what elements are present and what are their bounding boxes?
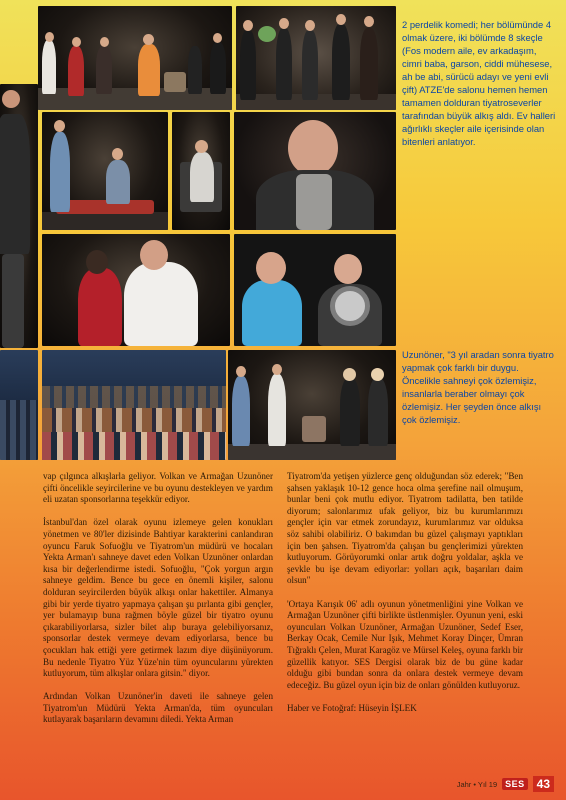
article-column-right: [287, 471, 523, 714]
photo-audience: [42, 350, 226, 460]
caption-top-text: 2 perdelik komedi; her bölümünde 4 olmak üzere, iki bölümde 8 skeçle (Fos modern aile, ev arkadaşım, cimri baba, garson, ciddi mühesese, ah be abi, sürücü adayı ve yeni evli çift) ATZE'de salonu hemen hemen tamamen dolduran tiyatroseverler tarafından büyük alkış aldı. Ev halleri ağırlıklı skeçler aile içerisinde olan bitenleri anlatıyor.: [402, 19, 556, 147]
page-footer: [457, 776, 554, 792]
article-paragraph: Ardından Volkan Uzunöner'in daveti ile sahneye gelen Tiyatrom'un Müdürü Yekta Arman'da, tüm oyuncuları kutlayarak başarıların devamını diledi. Yekta Arman: [43, 691, 273, 725]
article-paragraph: vap çılgınca alkışlarla geliyor. Volkan ve Armağan Uzunöner çifti öncelikle seyircilerine ve bu oyunu destekleyen ve yardım eli uzatan sponsorlarına teşekkür ediyor.: [43, 471, 273, 505]
photo-driving-sketch: [234, 234, 396, 346]
photo-credit: Haber ve Fotoğraf: Hüseyin İŞLEK: [287, 702, 417, 713]
article-paragraph: İstanbul'dan özel olarak oyunu izlemeye gelen konukları yönetmen ve 80'ler dizisinde Bahtiyar karakterini canlandıran oyuncu Faruk Sofuoğlu ve Tiyatrom'un müdürü ve hocaları Yekta Arman'ı sahneye davet eden Volkan Uzunöner onlardan kısa bir değerlendirme istedi. Sofuoğlu, "Çok yorgun argın sahneye geldim. Bence bu gece en önemli kişiler, salonu dolduran seyircilerden büyük alkışı onlar hakettiler. Almanya gibi bir yerde tiyatro yapmaya çalışan şu pırlanta gibi gençler, yer bulamayıp buna rağmen böyle güzel bir tiyatro oyunu çıkarabiliyorlarsa, sizler bilet alıp buraya gelebiliyorsanız, sponsorlar destek vermeye devam ediyorlarsa, bence bu çocukları hak ettiği yere getirmek lazım diye düşünüyorum. Bu nedenle Tiyatro Yüz Yüze'nin tüm oyuncularını yürekten kutluyorum, tüm alkışlar onlara gitsin." diyor.: [43, 517, 273, 679]
photo-stage-lineup: [38, 6, 232, 110]
page-number: 43: [533, 776, 554, 792]
article-paragraph: Tiyatrom'da yetişen yüzlerce genç olduğundan söz ederek; "Ben şahsen yaklaşık 10-12 gence hoca olma şerefine nail olmuşum, bunlar beni çok mutlu ediyor. Tiyatrom tadilatta, ben tatilde diyorum; salonlarımız ufak geliyor, biz bu kurumlarımızı gençler için var etmek zorundayız, kurumlarımız var olduksa söz sahibi olabiliriz. O bakımdan bu güzel çalışmayı yaptıkları için ben şahsen. Tiyatrom'da çalışan bu gençlerimizi yürekten kutluyorum. Görüyorumki onlar artık doğru yoldalar, aşkla ve şevkle bu işe devam ediyorlar: yolları açık, başarıları daim olsun": [287, 471, 523, 586]
photo-cast-bow: [228, 350, 396, 460]
photo-closeup-actor: [234, 112, 396, 230]
magazine-logo: SES: [502, 778, 528, 790]
photo-embrace: [42, 234, 230, 346]
issue-label: Jahr • Yıl 19: [456, 779, 498, 789]
photo-side-strip: [0, 84, 38, 348]
caption-middle: [402, 348, 558, 426]
photo-curtain-call: [236, 6, 396, 110]
caption-top: [402, 18, 558, 148]
article-paragraph: 'Ortaya Karışık 06' adlı oyunun yönetmenliğini yine Volkan ve Armağan Uzunöner çifti birlikte üstlenmişler. Oyunun yeni, eski oyuncuları Volkan Uzunöner, Armağan Uzunöner, Sedef Eser, Berkay Ocak, Cemile Nur Işık, Mehmet Koray Dinçer, Ümran Tığraklı Çelen, Murat Karagöz ve Mürsel Keleş, oyuna farklı bir güzellik katıyor. SES Dergisi olarak biz de bu güne kadar olduğu gibi bundan sonra da onlara destek vermeye devam edeceğiz. Bu güzel oyun için biz de onları gönülden kutluyoruz.: [287, 598, 523, 690]
photo-scene-table: [42, 112, 168, 230]
article-column-left: [43, 471, 273, 738]
photo-audience-edge: [0, 350, 38, 460]
caption-middle-text: Uzunöner, "3 yıl aradan sonra tiyatro yapmak çok farklı bir duygu. Öncelikle sahneyi çok özlemişiz, insanlarla beraber olmayı çok özlemişiz. Her şeyden önce alkışı çok özlemişiz.: [402, 349, 554, 425]
photo-seated-man: [172, 112, 230, 230]
